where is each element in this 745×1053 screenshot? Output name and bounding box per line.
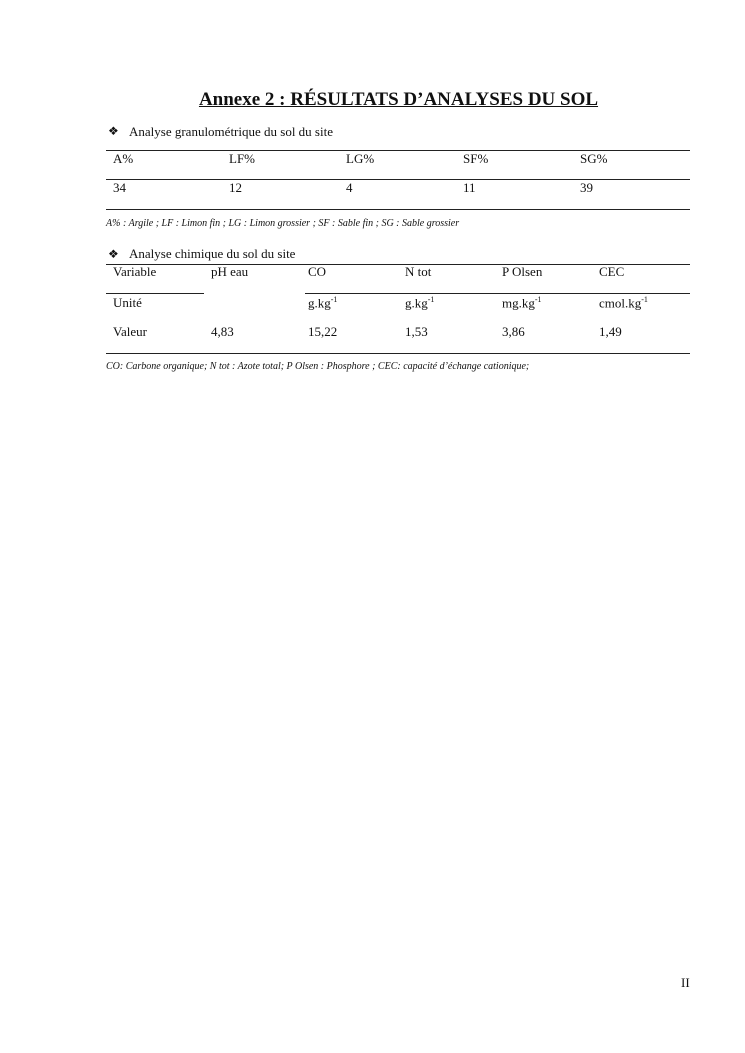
table-cell: 34 [113, 180, 126, 195]
unit-exponent: -1 [330, 295, 338, 304]
table-rule [106, 179, 690, 180]
table-rule [305, 293, 690, 294]
table-header: SF% [463, 151, 489, 166]
table-cell [502, 295, 542, 311]
unit-exponent: -1 [534, 295, 542, 304]
table-cell: 4,83 [211, 324, 234, 339]
table-cell: Valeur [113, 324, 147, 339]
unit-base: g.kg [405, 295, 428, 311]
table-cell: 1,53 [405, 324, 428, 339]
unit-exponent: -1 [427, 295, 435, 304]
diamond-bullet-icon: ❖ [108, 247, 119, 261]
table-cell [599, 295, 648, 311]
diamond-bullet-icon: ❖ [108, 124, 119, 138]
table-cell: 3,86 [502, 324, 525, 339]
table-rule [106, 353, 690, 354]
table-header: SG% [580, 151, 608, 166]
table-cell: 12 [229, 180, 242, 195]
table-rule [106, 209, 690, 210]
footnote: A% : Argile ; LF : Limon fin ; LG : Limon grossier ; SF : Sable fin ; SG : Sable grossier [106, 218, 460, 229]
table-cell: 39 [580, 180, 593, 195]
page-title: Annexe 2 : RÉSULTATS D’ANALYSES DU SOL [198, 89, 599, 110]
table-cell [405, 295, 434, 311]
unit-base: mg.kg [502, 295, 535, 311]
table-cell [308, 295, 337, 311]
section-heading-granulometry: Analyse granulométrique du sol du site [129, 124, 333, 139]
table-header: LF% [229, 151, 255, 166]
table-header: Variable [113, 264, 157, 279]
unit-base: cmol.kg [599, 295, 642, 311]
table-header: CEC [599, 264, 625, 279]
table-header: P Olsen [502, 264, 543, 279]
table-cell [113, 295, 142, 311]
section-heading-chemistry: Analyse chimique du sol du site [129, 246, 296, 261]
unit-exponent: -1 [641, 295, 648, 304]
table-header: LG% [346, 151, 375, 166]
unit-label: Unité [113, 295, 142, 310]
table-header: pH eau [211, 264, 249, 279]
table-header: CO [308, 264, 327, 279]
table-cell: 11 [463, 180, 476, 195]
table-header: A% [113, 151, 134, 166]
table-cell: 4 [346, 180, 353, 195]
page-number: II [681, 975, 690, 990]
footnote: CO: Carbone organique; N tot : Azote total; P Olsen : Phosphore ; CEC: capacité d’échange cationique; [106, 361, 530, 372]
table-cell: 1,49 [599, 324, 622, 339]
table-rule [106, 293, 204, 294]
table-header: N tot [405, 264, 432, 279]
table-cell: 15,22 [308, 324, 338, 339]
unit-base: g.kg [308, 295, 331, 311]
